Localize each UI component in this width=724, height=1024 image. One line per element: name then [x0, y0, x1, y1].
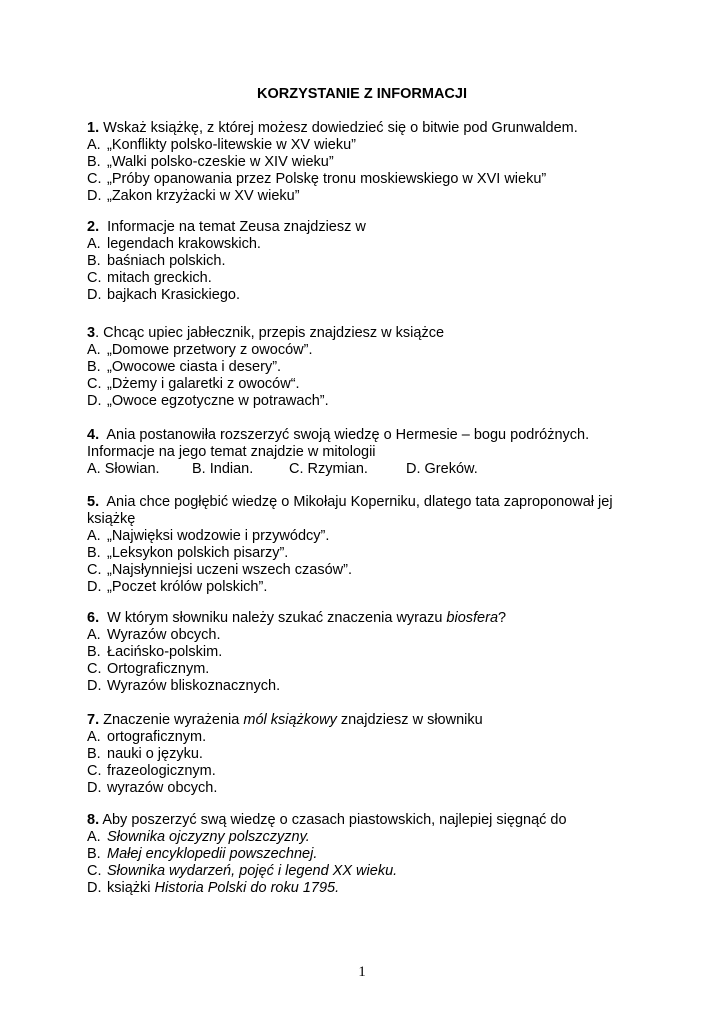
question-number: 2. [87, 219, 100, 235]
option-label: C. [87, 763, 102, 779]
option-prefix: książki [107, 880, 155, 896]
option-label: B. [87, 154, 101, 170]
option-c [289, 461, 406, 478]
option-a [87, 461, 192, 478]
question-number: 1. [87, 120, 100, 136]
option-d [87, 579, 613, 596]
question-text: Wskaż książkę, z której możesz dowiedzieć się o bitwie pod Grunwaldem. [99, 120, 578, 136]
question-6-stem [87, 610, 506, 627]
option-label: C. [87, 171, 102, 187]
option-text: legendach krakowskich. [107, 236, 261, 252]
question-text-end: ? [498, 610, 507, 626]
option-label: A. [87, 829, 101, 845]
option-label: A. [87, 342, 101, 358]
option-d [87, 287, 366, 304]
option-label: C. [87, 863, 102, 879]
option-label: D. [87, 678, 102, 694]
question-2-stem [87, 219, 366, 236]
question-text: Informacje na jego temat znajdzie w mitologii [87, 444, 376, 460]
option-label: B. [87, 846, 101, 862]
option-c [87, 171, 578, 188]
question-7-stem [87, 712, 483, 729]
option-text: wyrazów obcych. [107, 780, 218, 796]
option-text: bajkach Krasickiego. [107, 287, 240, 303]
question-number: 5. [87, 494, 100, 510]
option-label: D. [87, 287, 102, 303]
option-a [87, 236, 366, 253]
question-text: Informacje na temat Zeusa znajdziesz w [107, 219, 366, 235]
option-text: Wyrazów bliskoznacznych. [107, 678, 281, 694]
option-label: C. [289, 461, 304, 477]
option-c [87, 763, 483, 780]
option-label: A. [87, 729, 101, 745]
question-3-stem [87, 325, 444, 342]
option-b [192, 461, 289, 478]
option-label: D. [87, 393, 102, 409]
question-text: W którym słowniku należy szukać znaczenia wyrazu [107, 610, 447, 626]
option-text: „Najwięksi wodzowie i przywódcy”. [107, 528, 330, 544]
question-6 [87, 610, 506, 695]
question-number: 6. [87, 610, 100, 626]
option-text: „Leksykon polskich pisarzy”. [107, 545, 289, 561]
question-text-end: znajdziesz w słowniku [336, 712, 483, 728]
option-label: A. [87, 137, 101, 153]
option-label: D. [87, 579, 102, 595]
question-text-italic: biosfera [446, 610, 499, 626]
option-b [87, 846, 567, 863]
question-text-italic: mól książkowy [243, 712, 337, 728]
option-text: Rzymian. [307, 461, 368, 477]
option-b [87, 545, 613, 562]
option-b [87, 253, 366, 270]
question-5-stem-cont [87, 511, 613, 528]
option-text: Słownika wydarzeń, pojęć i legend XX wieku. [107, 863, 398, 879]
option-text: frazeologicznym. [107, 763, 216, 779]
option-text: „Poczet królów polskich”. [107, 579, 268, 595]
option-label: D. [87, 780, 102, 796]
question-5 [87, 494, 613, 596]
option-label: A. [87, 528, 101, 544]
option-a [87, 528, 613, 545]
option-text: Małej encyklopedii powszechnej. [107, 846, 318, 862]
question-8-stem [87, 812, 567, 829]
option-label: B. [87, 359, 101, 375]
option-b [87, 644, 506, 661]
option-label: A. [87, 627, 101, 643]
option-text: mitach greckich. [107, 270, 212, 286]
question-text: książkę [87, 511, 136, 527]
question-number: 7. [87, 712, 100, 728]
option-b [87, 359, 444, 376]
question-1-stem [87, 120, 578, 137]
question-4-stem-cont [87, 444, 589, 461]
question-text: Aby poszerzyć swą wiedzę o czasach piastowskich, najlepiej sięgnąć do [99, 812, 567, 828]
option-d [87, 780, 483, 797]
option-text: Greków. [424, 461, 478, 477]
option-label: B. [87, 644, 101, 660]
option-c [87, 863, 567, 880]
option-label: C. [87, 376, 102, 392]
option-a [87, 829, 567, 846]
option-a [87, 627, 506, 644]
option-label: B. [87, 253, 101, 269]
option-a [87, 137, 578, 154]
option-d [87, 880, 567, 897]
option-c [87, 376, 444, 393]
option-text: Ortograficznym. [107, 661, 210, 677]
option-text: baśniach polskich. [107, 253, 226, 269]
option-c [87, 661, 506, 678]
question-text: Znaczenie wyrażenia [99, 712, 244, 728]
option-label: B. [192, 461, 206, 477]
option-label: C. [87, 270, 102, 286]
option-text: „Owoce egzotyczne w potrawach”. [107, 393, 329, 409]
options-row [87, 461, 589, 478]
option-text: Historia Polski do roku 1795. [154, 880, 340, 896]
question-4 [87, 427, 589, 478]
option-text: „Walki polsko-czeskie w XIV wieku” [107, 154, 334, 170]
question-1 [87, 120, 578, 205]
option-text: nauki o języku. [107, 746, 203, 762]
option-text: „Dżemy i galaretki z owoców“. [107, 376, 300, 392]
option-text: Wyrazów obcych. [107, 627, 221, 643]
option-label: D. [406, 461, 421, 477]
option-label: C. [87, 562, 102, 578]
question-text: Ania chce pogłębić wiedzę o Mikołaju Koperniku, dlatego tata zaproponował jej [106, 494, 613, 510]
option-a [87, 729, 483, 746]
question-7 [87, 712, 483, 797]
option-label: B. [87, 545, 101, 561]
option-text: „Domowe przetwory z owoców”. [107, 342, 313, 358]
option-d [87, 188, 578, 205]
option-text: „Próby opanowania przez Polskę tronu moskiewskiego w XVI wieku” [107, 171, 547, 187]
question-text: . Chcąc upiec jabłecznik, przepis znajdziesz w książce [95, 325, 445, 341]
question-number: 4. [87, 427, 100, 443]
option-label: A. [87, 236, 101, 252]
option-label: C. [87, 661, 102, 677]
option-c [87, 562, 613, 579]
option-label: A. [87, 461, 101, 477]
question-5-stem [87, 494, 613, 511]
question-number: 3 [87, 325, 96, 341]
question-text: Ania postanowiła rozszerzyć swoją wiedzę o Hermesie – bogu podróżnych. [106, 427, 590, 443]
option-text: „Konflikty polsko-litewskie w XV wieku” [107, 137, 356, 153]
question-4-stem [87, 427, 589, 444]
question-2 [87, 219, 366, 304]
option-text: „Najsłynniejsi uczeni wszech czasów”. [107, 562, 352, 578]
question-8 [87, 812, 567, 897]
option-text: Słownika ojczyzny polszczyzny. [107, 829, 310, 845]
question-number: 8. [87, 812, 100, 828]
option-text: Słowian. [104, 461, 160, 477]
option-text: „Owocowe ciasta i desery”. [107, 359, 282, 375]
option-b [87, 154, 578, 171]
option-text: ortograficznym. [107, 729, 207, 745]
option-text: „Zakon krzyżacki w XV wieku” [107, 188, 300, 204]
page-number: 1 [358, 964, 366, 980]
option-text: Łacińsko-polskim. [107, 644, 223, 660]
page-title: KORZYSTANIE Z INFORMACJI [257, 86, 467, 102]
option-c [87, 270, 366, 287]
option-a [87, 342, 444, 359]
option-d [406, 461, 478, 478]
option-label: D. [87, 188, 102, 204]
option-label: D. [87, 880, 102, 896]
option-d [87, 678, 506, 695]
option-d [87, 393, 444, 410]
option-label: B. [87, 746, 101, 762]
option-b [87, 746, 483, 763]
question-3 [87, 325, 444, 410]
option-text: Indian. [209, 461, 254, 477]
